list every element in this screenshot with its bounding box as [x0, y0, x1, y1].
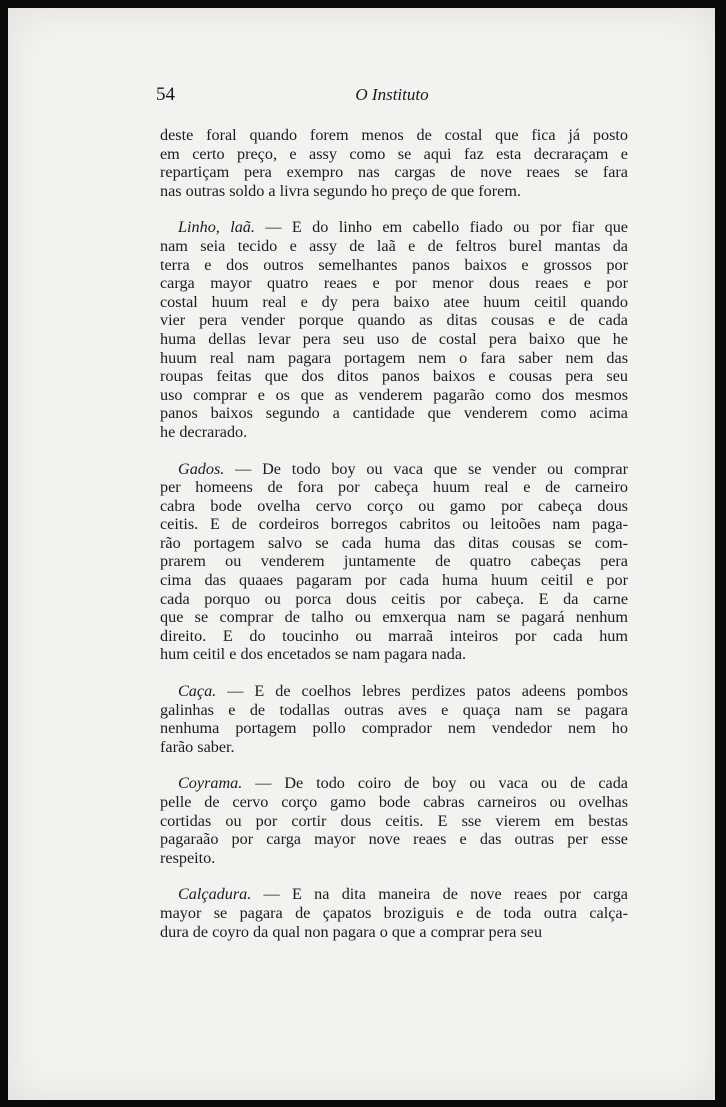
text-line	[160, 367, 628, 386]
section-heading: Linho, laã.	[178, 218, 255, 237]
paragraph	[160, 126, 628, 200]
paragraph	[160, 682, 628, 756]
line-text: prarem ou venderem juntamente de quatro cabeças pera	[160, 552, 628, 571]
body-text	[160, 126, 628, 959]
text-line	[160, 885, 628, 904]
text-line	[160, 590, 628, 609]
text-line	[160, 701, 628, 720]
line-text: galinhas e de todallas outras aves e quaça nam se pagara	[160, 700, 628, 719]
text-line	[160, 738, 628, 757]
line-text: respeito.	[160, 848, 216, 867]
running-title: O Instituto	[355, 85, 429, 104]
line-text: que se comprar de talho ou emxerqua nam se pagará nenhum	[160, 608, 628, 627]
line-text: direito. E do toucinho ou marraã inteiros por cada hum	[160, 626, 628, 645]
paragraph	[160, 885, 628, 941]
line-text: vier pera vender porque quando as ditas cousas e de cada	[160, 311, 628, 330]
line-text: carga mayor quatro reaes e por menor dous reaes e por	[160, 274, 628, 293]
line-text: costal huum real e dy pera baixo atee huum ceitil quando	[160, 292, 628, 311]
text-line	[160, 293, 628, 312]
text-line	[160, 515, 628, 534]
text-line	[160, 256, 628, 275]
line-text: terra e dos outros semelhantes panos baixos e grossos por	[160, 255, 628, 274]
line-text: cabra bode ovelha cervo corço ou gamo por cabeça dous	[160, 496, 628, 515]
line-text: deste foral quando forem menos de costal que fica já posto	[160, 126, 628, 144]
text-line	[160, 218, 628, 237]
text-line	[160, 145, 628, 164]
text-line	[160, 274, 628, 293]
section-heading: Calçadura.	[178, 885, 252, 904]
page-number: 54	[156, 84, 175, 105]
line-text: cortidas ou por cortir dous ceitis. E sse vierem em bestas	[160, 811, 628, 830]
section-heading: Caça.	[178, 682, 217, 701]
paragraph	[160, 218, 628, 441]
line-text: farão saber.	[160, 737, 235, 756]
paragraph	[160, 774, 628, 867]
line-text: he decrarado.	[160, 422, 248, 441]
line-text: em certo preço, e assy como se aqui faz esta decraraçam e	[160, 144, 628, 163]
section-heading: Coyrama.	[178, 774, 243, 793]
text-line	[160, 460, 628, 479]
line-text: cada porquo ou porca dous ceitis por cabeça. E da carne	[160, 589, 628, 608]
line-text: — De todo boy ou vaca que se vender ou comprar	[224, 459, 628, 478]
text-line	[160, 330, 628, 349]
text-line	[160, 237, 628, 256]
line-text: ceitis. E de cordeiros borregos cabritos ou leitoões nam paga-	[160, 515, 628, 534]
text-line	[160, 830, 628, 849]
text-line	[160, 349, 628, 368]
text-line	[160, 645, 628, 664]
line-text: uso comprar e os que as venderem pagarão como dos mesmos	[160, 385, 628, 404]
text-line	[160, 627, 628, 646]
text-line	[160, 497, 628, 516]
line-text: dura de coyro da qual non pagara o que a comprar pera seu	[160, 922, 543, 941]
text-line	[160, 404, 628, 423]
line-text: cima das quaaes pagaram por cada huma huum ceitil e por	[160, 571, 628, 590]
line-text: repartiçam pera exempro nas cargas de nove reaes se fara	[160, 163, 628, 182]
text-line	[160, 386, 628, 405]
text-line	[160, 163, 628, 182]
line-text: — De todo coiro de boy ou vaca ou de cada	[242, 774, 628, 793]
line-text: nas outras soldo a livra segundo ho preço de que forem.	[160, 181, 521, 200]
page-header	[156, 84, 628, 110]
text-line	[160, 849, 628, 868]
line-text: pagaraão por carga mayor nove reaes e das outras per esse	[160, 830, 628, 849]
text-line	[160, 904, 628, 923]
line-text: nam seia tecido e assy de laã e de feltros burel mantas da	[160, 236, 628, 255]
line-text: rão portagem salvo se cada huma das ditas cousas se com-	[160, 533, 628, 552]
text-line	[160, 719, 628, 738]
section-heading: Gados.	[178, 459, 225, 478]
text-line	[160, 774, 628, 793]
line-text: panos baixos segundo a cantidade que venderem como acima	[160, 404, 628, 423]
text-line	[160, 478, 628, 497]
paragraph	[160, 460, 628, 665]
text-line	[160, 126, 628, 145]
text-line	[160, 571, 628, 590]
text-line	[160, 608, 628, 627]
line-text: nenhuma portagem pollo comprador nem vendedor nem ho	[160, 719, 628, 738]
line-text: roupas feitas que dos ditos panos baixos e cousas pera seu	[160, 367, 628, 386]
line-text: huma dellas levar pera seu uso de costal pera baixo que he	[160, 329, 628, 348]
text-line	[160, 311, 628, 330]
line-text: pelle de cervo corço gamo bode cabras carneiros ou ovelhas	[160, 793, 628, 811]
line-text: mayor se pagara de çapatos broziguis e de toda outra calça-	[160, 903, 628, 922]
text-line	[160, 552, 628, 571]
line-text: huum real nam pagara portagem nem o fara saber nem das	[160, 348, 628, 367]
line-text: per homeens de fora por cabeça huum real e de carneiro	[160, 478, 628, 497]
text-line	[160, 923, 628, 942]
text-line	[160, 423, 628, 442]
line-text: — E de coelhos lebres perdizes patos adeens pombos	[216, 682, 628, 701]
text-line	[160, 182, 628, 201]
line-text: — E na dita maneira de nove reaes por carga	[251, 885, 628, 904]
text-line	[160, 812, 628, 831]
line-text: — E do linho em cabello fiado ou por fiar que	[254, 218, 628, 237]
text-line	[160, 682, 628, 701]
text-line	[160, 793, 628, 812]
line-text: hum ceitil e dos encetados se nam pagara nada.	[160, 645, 467, 664]
text-line	[160, 534, 628, 553]
